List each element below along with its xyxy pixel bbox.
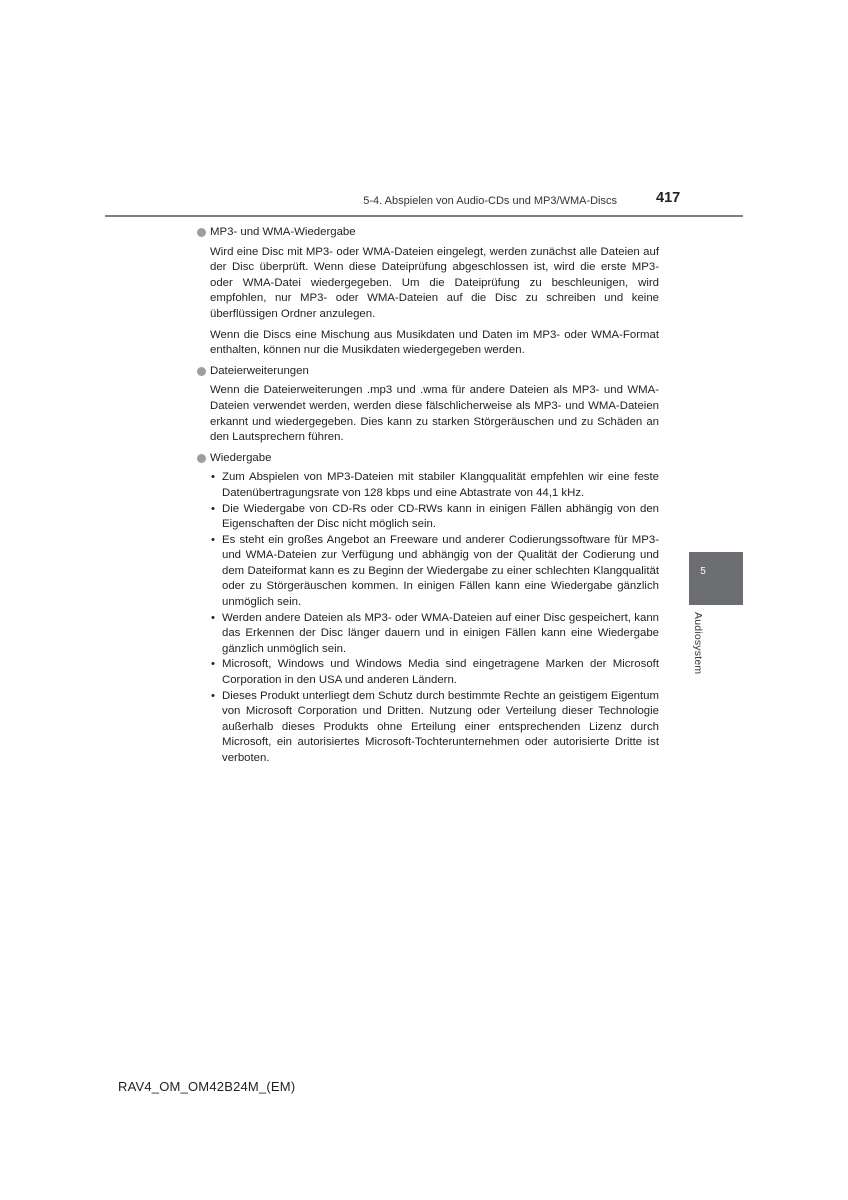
section-heading-text: MP3- und WMA-Wiedergabe xyxy=(210,226,356,238)
section-heading-text: Wiedergabe xyxy=(210,451,272,464)
gray-circle-bullet-icon xyxy=(197,454,206,463)
paragraph: Wenn die Discs eine Mischung aus Musikdaten und Daten im MP3- oder WMA-Format enthalten, können nur die Musikdaten wiedergegeben werden. xyxy=(210,328,659,357)
section-heading xyxy=(196,225,659,241)
page-content xyxy=(196,222,659,772)
list-item: • Es steht ein großes Angebot an Freeware und anderer Codierungssoftware für MP3- und WMA-Dateien zur Verfügung und abhängig von der Qualität der Codierung und dem Dateiformat kann es zu Beginn der Wiedergabe zu einer schlechten Klangqualität oder zu Störgeräuschen kommen. In einigen Fällen kann eine Wiedergabe gänzlich unmöglich sein. xyxy=(210,533,659,611)
chapter-label: Audiosystem xyxy=(692,612,704,675)
chapter-tab xyxy=(689,552,743,605)
gray-circle-bullet-icon xyxy=(197,367,206,376)
footer-document-code: RAV4_OM_OM42B24M_(EM) xyxy=(118,1079,296,1094)
paragraph: Wenn die Dateierweiterungen .mp3 und .wma für andere Dateien als MP3- und WMA-Dateien verwendet werden, werden diese fälschlicherweise als MP3- und WMA-Dateien erkannt und wiedergegeben. Dies kann zu starken Störgeräuschen und zu Schäden an den Lautsprechern führen. xyxy=(210,384,659,444)
list-item: • Werden andere Dateien als MP3- oder WMA-Dateien auf einer Disc gespeichert, kann das Erkennen der Disc länger dauern und in einigen Fällen kann eine Wiedergabe gänzlich unmöglich sein. xyxy=(210,611,659,658)
gray-circle-bullet-icon xyxy=(197,228,206,237)
paragraph: Wird eine Disc mit MP3- oder WMA-Dateien eingelegt, werden zunächst alle Dateien auf der Disc überprüft. Wenn diese Dateiprüfung abgeschlossen ist, wird die erste MP3- oder WMA-Datei wiedergegeben. Um die Dateiprüfung zu beschleunigen, wird empfohlen, nur MP3- oder WMA-Dateien auf die Disc zu schreiben und keine überflüssigen Ordner anzulegen. xyxy=(210,245,659,320)
list-item: • Microsoft, Windows und Windows Media sind eingetragene Marken der Microsoft Corporation in den USA und anderen Ländern. xyxy=(210,657,659,688)
list-item: • Dieses Produkt unterliegt dem Schutz durch bestimmte Rechte an geistigem Eigentum von Microsoft Corporation und Dritten. Nutzung oder Verteilung dieser Technologie außerhalb dieses Produkts ohne Erteilung einer entsprechenden Lizenz durch Microsoft, ein autorisiertes Microsoft-Tochterunternehmen oder autorisierte Dritte ist verboten. xyxy=(210,689,659,767)
bullet-list xyxy=(210,470,659,766)
page-header-title: 5-4. Abspielen von Audio-CDs und MP3/WMA-Discs xyxy=(363,195,617,207)
chapter-number: 5 xyxy=(700,566,706,577)
section-heading xyxy=(196,364,659,380)
list-item: • Die Wiedergabe von CD-Rs oder CD-RWs kann in einigen Fällen abhängig von den Eigenschaften der Disc nicht möglich sein. xyxy=(210,502,659,533)
list-item: • Zum Abspielen von MP3-Dateien mit stabiler Klangqualität empfehlen wir eine feste Datenübertragungsrate von 128 kbps und eine Abtastrate von 44,1 kHz. xyxy=(210,470,659,501)
header-divider xyxy=(105,215,743,217)
page-number: 417 xyxy=(656,190,681,206)
section-heading xyxy=(196,451,659,467)
section-heading-text: Dateierweiterungen xyxy=(210,364,309,377)
